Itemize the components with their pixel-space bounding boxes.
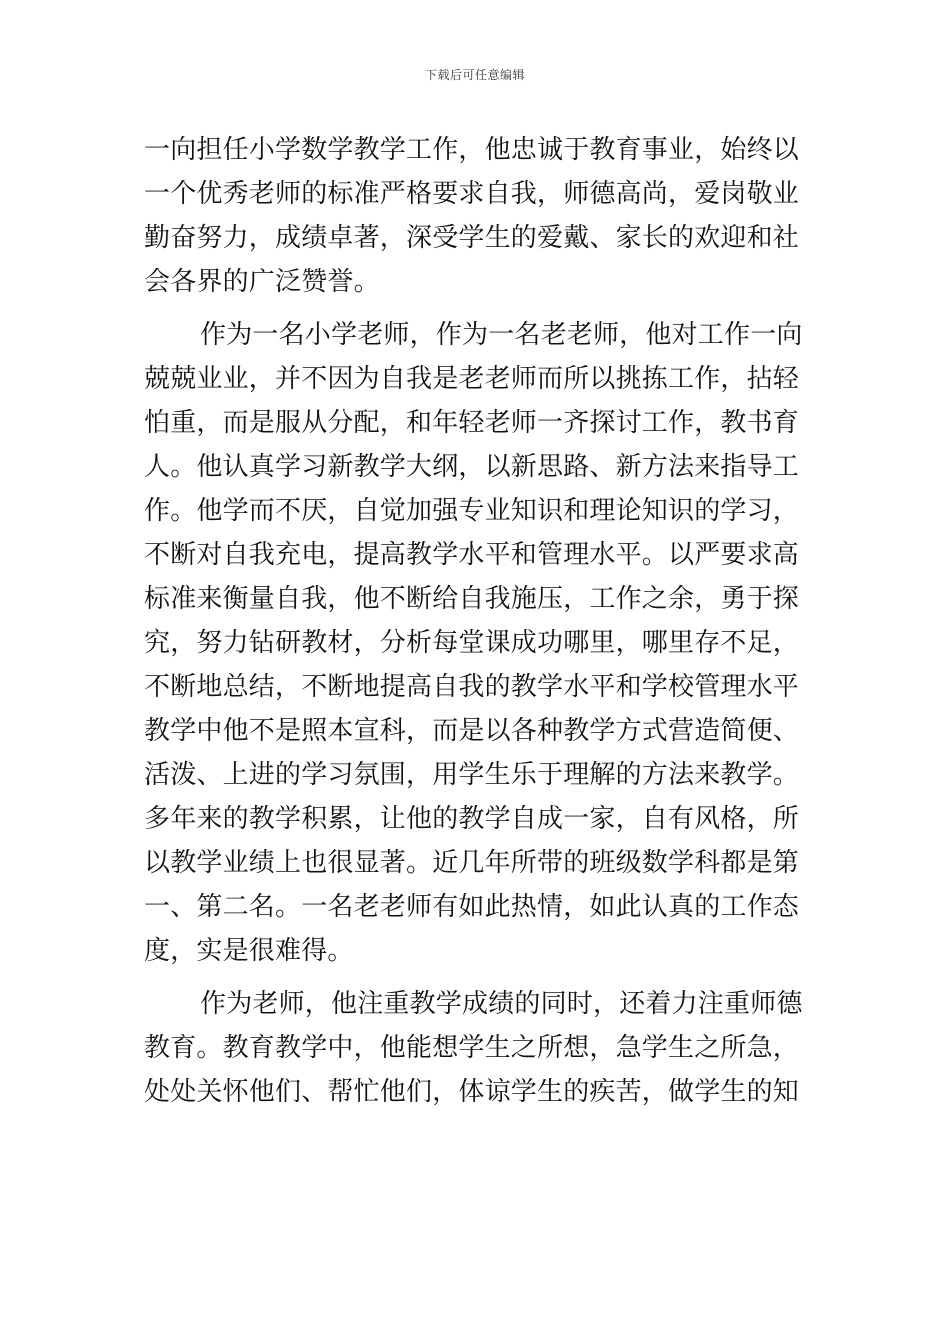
text-line: 标准来衡量自我，他不断给自我施压，工作之余，勇于探 — [144, 584, 800, 614]
text-line: 一、第二名。一名老老师有如此热情，如此认真的工作态 — [144, 892, 800, 922]
text-line: 教育。教育教学中，他能想学生之所想，急学生之所急， — [144, 1033, 800, 1063]
page-header-note: 下载后可任意编辑 — [424, 68, 525, 82]
paragraph-3 — [144, 982, 806, 1114]
text-line: 活泼、上进的学习氛围，用学生乐于理解的方法来教学。 — [144, 760, 800, 790]
text-line: 一向担任小学数学教学工作，他忠诚于教育事业，始终以 — [144, 135, 800, 165]
text-line: 不断地总结，不断地提高自我的教学水平和学校管理水平 — [144, 672, 800, 702]
text-line: 多年来的教学积累，让他的教学自成一家，自有风格，所 — [144, 804, 800, 834]
text-line: 作。他学而不厌，自觉加强专业知识和理论知识的学习， — [144, 496, 800, 526]
text-line: 作为老师，他注重教学成绩的同时，还着力注重师德 — [200, 989, 803, 1019]
text-line: 究，努力钻研教材，分析每堂课成功哪里，哪里存不足， — [144, 628, 800, 658]
text-line: 处处关怀他们、帮忙他们，体谅学生的疾苦，做学生的知 — [144, 1077, 800, 1107]
text-line: 作为一名小学老师，作为一名老老师，他对工作一向 — [200, 320, 803, 350]
text-line: 以教学业绩上也很显著。近几年所带的班级数学科都是第 — [144, 848, 800, 878]
text-line: 怕重，而是服从分配，和年轻老师一齐探讨工作，教书育 — [144, 408, 800, 438]
text-line: 勤奋努力，成绩卓著，深受学生的爱戴、家长的欢迎和社 — [144, 223, 800, 253]
paragraph-1 — [144, 128, 806, 304]
paragraph-2 — [144, 313, 806, 973]
text-line: 兢兢业业，并不因为自我是老老师而所以挑拣工作，拈轻 — [144, 364, 800, 394]
text-line: 教学中他不是照本宣科，而是以各种教学方式营造简便、 — [144, 716, 800, 746]
text-line: 人。他认真学习新教学大纲，以新思路、新方法来指导工 — [144, 452, 800, 482]
text-line: 不断对自我充电，提高教学水平和管理水平。以严要求高 — [144, 540, 800, 570]
text-line: 度，实是很难得。 — [144, 936, 354, 966]
text-line: 会各界的广泛赞誉。 — [144, 267, 380, 297]
document-body — [144, 128, 806, 1114]
text-line: 一个优秀老师的标准严格要求自我，师德高尚，爱岗敬业 — [144, 179, 800, 209]
